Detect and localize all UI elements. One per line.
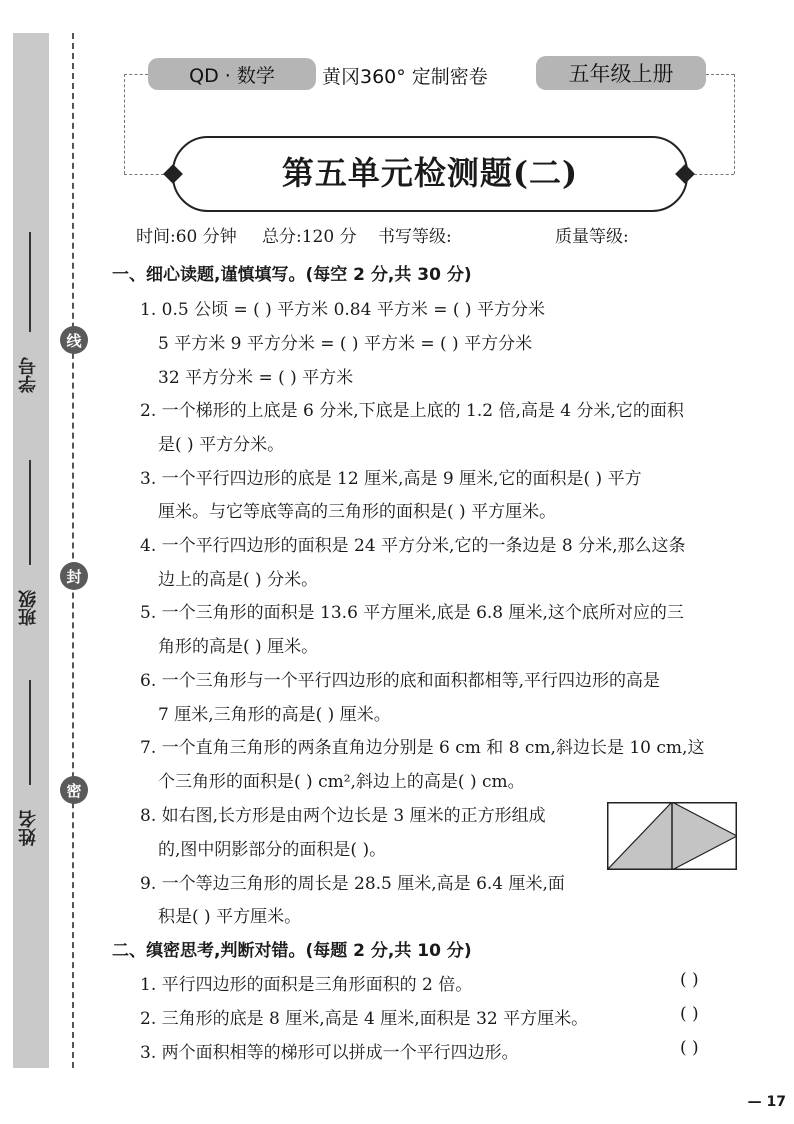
q8-line1: 8. 如右图,长方形是由两个边长是 3 厘米的正方形组成 xyxy=(140,806,546,826)
class-label: 班级 xyxy=(18,590,39,626)
q2-line2: 是( ) 平方分米。 xyxy=(158,435,285,455)
name-blank xyxy=(29,680,31,785)
student-number-label: 学号 xyxy=(18,357,39,393)
q5-line1: 5. 一个三角形的面积是 13.6 平方厘米,底是 6.8 厘米,这个底所对应的三 xyxy=(140,603,684,623)
header-dash-left-top xyxy=(124,74,148,75)
class-blank xyxy=(29,460,31,565)
judge-answer-3[interactable]: ( ) xyxy=(680,1038,699,1058)
student-number-blank xyxy=(29,232,31,332)
info-score: 总分:120 分 xyxy=(262,227,357,247)
judge-item-2: 2. 三角形的底是 8 厘米,高是 4 厘米,面积是 32 平方厘米。 xyxy=(140,1009,589,1029)
q7-line2: 个三角形的面积是( ) cm²,斜边上的高是( ) cm。 xyxy=(158,772,525,792)
header-dash-left-vertical xyxy=(124,74,125,174)
judge-item-1: 1. 平行四边形的面积是三角形面积的 2 倍。 xyxy=(140,975,473,995)
page-number: — 17 xyxy=(747,1094,786,1110)
section1-heading: 一、细心读题,谨慎填写。(每空 2 分,共 30 分) xyxy=(112,265,472,285)
subject-pill: QD · 数学 xyxy=(148,58,316,90)
judge-answer-2[interactable]: ( ) xyxy=(680,1004,699,1024)
binding-dotted-line xyxy=(72,33,74,1068)
q4-line2: 边上的高是( ) 分米。 xyxy=(158,570,319,590)
q4-line1: 4. 一个平行四边形的面积是 24 平方分米,它的一条边是 8 分米,那么这条 xyxy=(140,536,686,556)
seal-seal-mark: 封 xyxy=(60,562,88,590)
q5-line2: 角形的高是( ) 厘米。 xyxy=(158,637,319,657)
binding-strip xyxy=(13,33,49,1068)
q7-line1: 7. 一个直角三角形的两条直角边分别是 6 cm 和 8 cm,斜边长是 10 cm,这 xyxy=(140,738,705,758)
seal-secret-mark: 密 xyxy=(60,776,88,804)
q1-line2: 5 平方米 9 平方分米 = ( ) 平方米 = ( ) 平方分米 xyxy=(158,334,533,354)
header-dash-left-bottom xyxy=(124,174,164,175)
q8-line2: 的,图中阴影部分的面积是( )。 xyxy=(158,840,387,860)
q6-line2: 7 厘米,三角形的高是( ) 厘米。 xyxy=(158,705,391,725)
q6-line1: 6. 一个三角形与一个平行四边形的底和面积都相等,平行四边形的高是 xyxy=(140,671,661,691)
q3-line1: 3. 一个平行四边形的底是 12 厘米,高是 9 厘米,它的面积是( ) 平方 xyxy=(140,469,642,489)
info-writing-grade: 书写等级: xyxy=(378,227,452,247)
name-label: 姓名 xyxy=(18,810,39,846)
q3-line2: 厘米。与它等底等高的三角形的面积是( ) 平方厘米。 xyxy=(158,502,557,522)
seal-line-mark: 线 xyxy=(60,326,88,354)
judge-item-3: 3. 两个面积相等的梯形可以拼成一个平行四边形。 xyxy=(140,1043,519,1063)
q9-line2: 积是( ) 平方厘米。 xyxy=(158,907,302,927)
header-dash-right-bottom xyxy=(694,174,734,175)
q2-line1: 2. 一个梯形的上底是 6 分米,下底是上底的 1.2 倍,高是 4 分米,它的面积 xyxy=(140,401,684,421)
section2-heading: 二、缜密思考,判断对错。(每题 2 分,共 10 分) xyxy=(112,941,472,961)
page-title: 第五单元检测题(二) xyxy=(281,154,579,192)
rectangle-triangle-figure xyxy=(607,802,737,870)
judge-answer-1[interactable]: ( ) xyxy=(680,970,699,990)
grade-pill: 五年级上册 xyxy=(536,56,706,90)
header-dash-right-vertical xyxy=(734,74,735,174)
q1-line3: 32 平方分米 = ( ) 平方米 xyxy=(158,368,354,388)
info-time: 时间:60 分钟 xyxy=(136,227,237,247)
q1-line1: 1. 0.5 公顷 = ( ) 平方米 0.84 平方米 = ( ) 平方分米 xyxy=(140,300,545,320)
series-title: 黄冈360° 定制密卷 xyxy=(322,66,488,88)
header-dash-right-top xyxy=(706,74,734,75)
info-quality-grade: 质量等级: xyxy=(555,227,629,247)
q9-line1: 9. 一个等边三角形的周长是 28.5 厘米,高是 6.4 厘米,面 xyxy=(140,874,565,894)
